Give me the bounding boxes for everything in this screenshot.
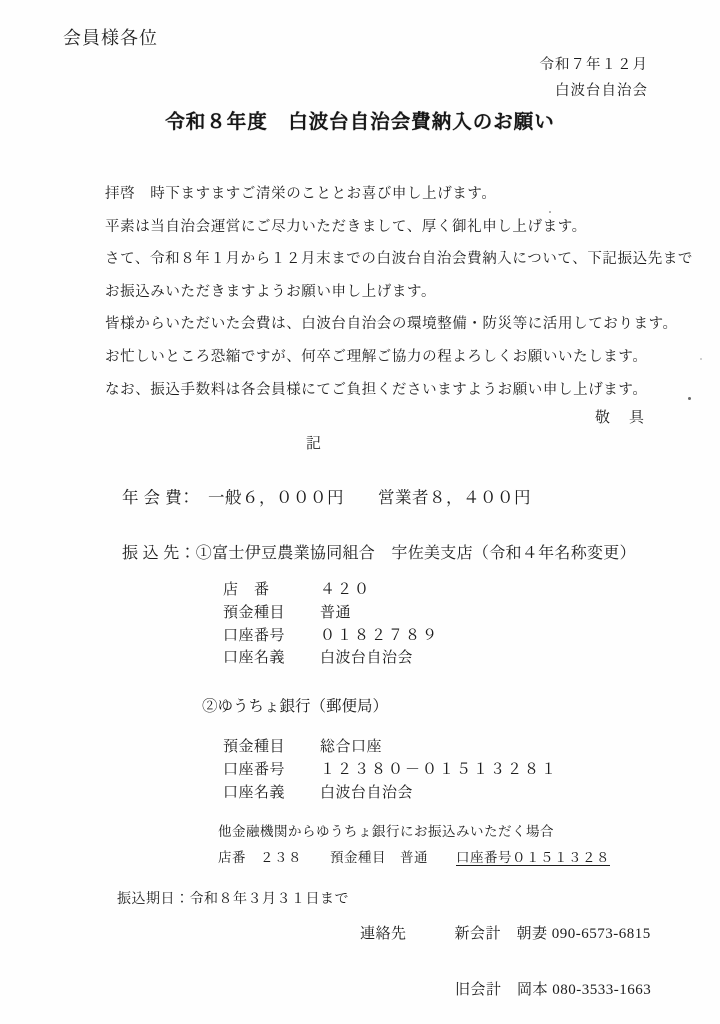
bank2-heading: ②ゆうちょ銀行（郵便局）	[202, 698, 389, 715]
account-number-value: ０１８２７８９	[320, 627, 440, 644]
recipient-line: 会員様各位	[63, 28, 158, 48]
issuer-name: 白波台自治会	[555, 83, 648, 99]
closing-keigu: 敬 具	[594, 410, 646, 426]
table-row	[223, 759, 558, 782]
body-paragraphs	[105, 178, 693, 406]
deposit-type-value: 普通	[320, 604, 352, 621]
header-right-block	[540, 52, 649, 104]
table-row	[223, 782, 558, 805]
deposit-type-value: 総合口座	[320, 739, 383, 755]
issue-date: 令和７年１２月	[539, 57, 648, 73]
body-line: なお、振込手数料は各会員様にてご負担くださいますようお願い申し上げます。	[105, 381, 648, 398]
document-title: 令和８年度 白波台自治会費納入のお願い	[165, 112, 555, 133]
account-number-label: 口座番号	[223, 627, 286, 644]
account-holder-label: 口座名義	[223, 784, 286, 801]
bank1-heading: 振 込 先：①富士伊豆農業協同組合 宇佐美支店（令和４年名称変更）	[122, 545, 636, 562]
other-bank-detail-prefix: 店番 ２３８ 預金種目 普通	[218, 850, 456, 865]
annual-fee-line	[122, 484, 531, 508]
branch-number-value: ４２０	[320, 582, 372, 598]
other-bank-account-underlined: 口座番号０１５１３２８	[456, 850, 610, 865]
contact-line-old	[455, 978, 651, 999]
table-row	[223, 625, 439, 648]
other-bank-detail-line	[218, 846, 610, 866]
contact-label: 連絡先	[360, 926, 407, 942]
scan-artifact-speck	[688, 397, 691, 400]
contact-old-accountant: 旧会計 岡本 080-3533-1663	[455, 982, 652, 998]
bank1-account-table	[223, 579, 439, 670]
table-row	[223, 736, 558, 759]
body-line: 皆様からいただいた会費は、白波台自治会の環境整備・防災等に活用しております。	[105, 316, 678, 333]
other-bank-note: 他金融機関からゆうちょ銀行にお振込みいただく場合	[218, 824, 554, 839]
annual-fee-label: 年 会 費：	[122, 488, 191, 507]
account-number-label: 口座番号	[223, 761, 286, 778]
body-line: お振込みいただきますようお願い申し上げます。	[105, 283, 437, 300]
table-row	[223, 579, 439, 602]
body-line: お忙しいところ恐縮ですが、何卒ご理解ご協力の程よろしくお願いいたします。	[105, 348, 648, 365]
body-line: さて、令和８年１月から１２月末までの白波台自治会費納入について、下記振込先まで	[105, 251, 694, 268]
account-holder-value: 白波台自治会	[320, 650, 414, 667]
table-row	[223, 602, 439, 625]
table-row	[223, 647, 439, 670]
branch-number-label: 店 番	[223, 582, 270, 598]
record-marker-ki: 記	[306, 436, 322, 452]
annual-fee-value: 一般６，０００円 営業者８，４００円	[208, 488, 531, 507]
contact-new-accountant: 新会計 朝妻 090-6573-6815	[454, 926, 651, 942]
deposit-type-label: 預金種目	[223, 739, 286, 755]
payment-deadline: 振込期日：令和８年３月３１日まで	[117, 892, 349, 907]
account-holder-label: 口座名義	[223, 650, 286, 667]
account-holder-value: 白波台自治会	[320, 784, 414, 801]
contact-line-new	[360, 922, 651, 943]
body-line: 平素は当自治会運営にご尽力いただきまして、厚く御礼申し上げます。	[105, 218, 587, 235]
bank2-account-table	[223, 736, 558, 804]
account-number-value: １２３８０－０１５１３２８１	[320, 761, 559, 778]
deposit-type-label: 預金種目	[223, 604, 286, 621]
scan-artifact-speck	[549, 211, 551, 213]
scan-artifact-speck	[700, 358, 702, 360]
body-line: 拝啓 時下ますますご清栄のこととお喜び申し上げます。	[105, 186, 497, 202]
